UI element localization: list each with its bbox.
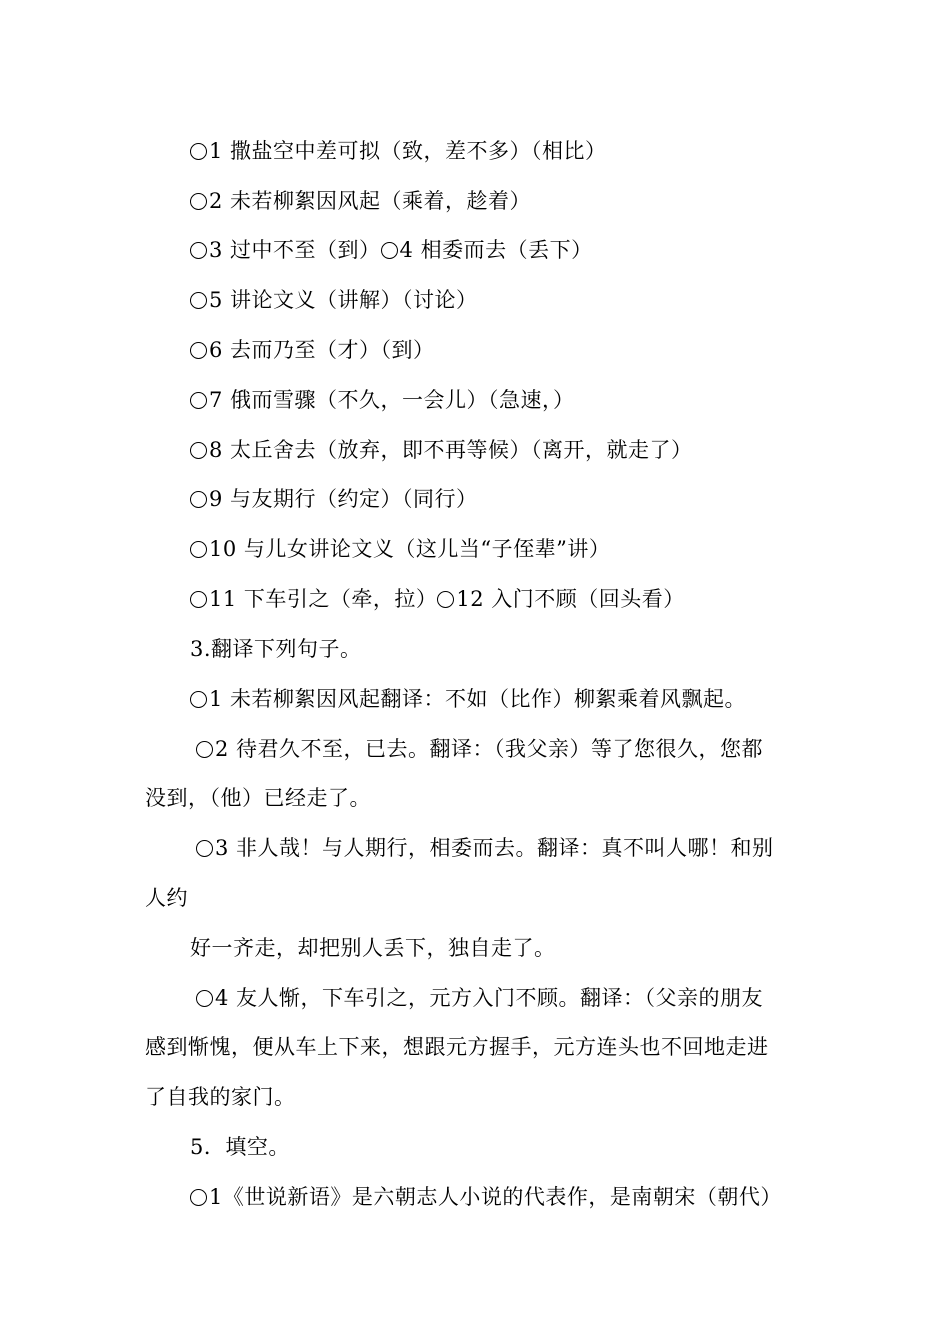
vocab-text: 6 去而乃至（才）（到） xyxy=(209,338,435,362)
translation-4-line-2: 感到惭愧，便从车上下来，想跟元方握手，元方连头也不回地走进 xyxy=(145,1035,769,1059)
circle-marker-icon xyxy=(190,193,207,210)
circle-marker-icon xyxy=(437,591,454,608)
circle-marker-icon xyxy=(381,242,398,259)
translation-text: 3 非人哉！与人期行，相委而去。翻译：真不叫人哪！和别 xyxy=(215,836,774,860)
circle-marker-icon xyxy=(190,1189,207,1206)
translation-text: 4 友人惭，下车引之，元方入门不顾。翻译：（父亲的朋友 xyxy=(215,986,764,1010)
section-3-heading: 3.翻译下列句子。 xyxy=(190,637,362,661)
vocab-item-11-12 xyxy=(190,585,685,613)
vocab-text: 4 相委而去（丢下） xyxy=(399,238,593,262)
vocab-text: 7 俄而雪骤（不久，一会儿）（急速，） xyxy=(209,388,575,412)
vocab-text: 5 讲论文义（讲解）（讨论） xyxy=(209,288,478,312)
vocab-item-7 xyxy=(190,386,575,414)
circle-marker-icon xyxy=(196,741,213,758)
fill-in-1 xyxy=(190,1183,782,1211)
circle-marker-icon xyxy=(190,442,207,459)
vocab-text: 1 撒盐空中差可拟（致，差不多）（相比） xyxy=(209,139,607,163)
vocab-item-2 xyxy=(190,187,531,215)
translation-text: 2 待君久不至，已去。翻译：（我父亲）等了您很久，您都 xyxy=(215,737,764,761)
vocab-text: 11 下车引之（牵，拉） xyxy=(209,587,438,611)
circle-marker-icon xyxy=(190,392,207,409)
translation-1 xyxy=(190,685,746,713)
vocab-item-9 xyxy=(190,485,478,513)
vocab-item-8 xyxy=(190,436,693,464)
vocab-item-6 xyxy=(190,336,435,364)
translation-2-line-1 xyxy=(196,735,763,763)
vocab-text: 8 太丘舍去（放弃，即不再等候）（离开，就走了） xyxy=(209,438,693,462)
circle-marker-icon xyxy=(190,143,207,160)
circle-marker-icon xyxy=(190,342,207,359)
translation-3-line-3: 好一齐走，却把别人丢下，独自走了。 xyxy=(190,936,556,960)
section-5-heading: 5．填空。 xyxy=(190,1135,290,1159)
fill-in-text: 1《世说新语》是六朝志人小说的代表作，是南朝宋（朝代） xyxy=(209,1185,782,1209)
translation-3-line-1 xyxy=(196,834,774,862)
circle-marker-icon xyxy=(196,990,213,1007)
vocab-item-3-4 xyxy=(190,236,593,264)
circle-marker-icon xyxy=(196,840,213,857)
vocab-text: 10 与儿女讲论文义（这儿当“子侄辈”讲） xyxy=(209,537,611,561)
translation-3-line-2: 人约 xyxy=(145,886,188,910)
translation-4-line-3: 了自我的家门。 xyxy=(145,1085,296,1109)
circle-marker-icon xyxy=(190,491,207,508)
vocab-item-1 xyxy=(190,137,607,165)
vocab-text: 2 未若柳絮因风起（乘着，趁着） xyxy=(209,189,532,213)
circle-marker-icon xyxy=(190,292,207,309)
circle-marker-icon xyxy=(190,541,207,558)
translation-text: 1 未若柳絮因风起翻译：不如（比作）柳絮乘着风飘起。 xyxy=(209,687,747,711)
vocab-item-10 xyxy=(190,535,610,563)
circle-marker-icon xyxy=(190,691,207,708)
vocab-text: 9 与友期行（约定）（同行） xyxy=(209,487,478,511)
circle-marker-icon xyxy=(190,242,207,259)
translation-4-line-1 xyxy=(196,984,763,1012)
circle-marker-icon xyxy=(190,591,207,608)
vocab-text: 3 过中不至（到） xyxy=(209,238,381,262)
vocab-item-5 xyxy=(190,286,478,314)
vocab-text: 12 入门不顾（回头看） xyxy=(456,587,685,611)
translation-2-line-2: 没到，（他）已经走了。 xyxy=(145,786,371,810)
